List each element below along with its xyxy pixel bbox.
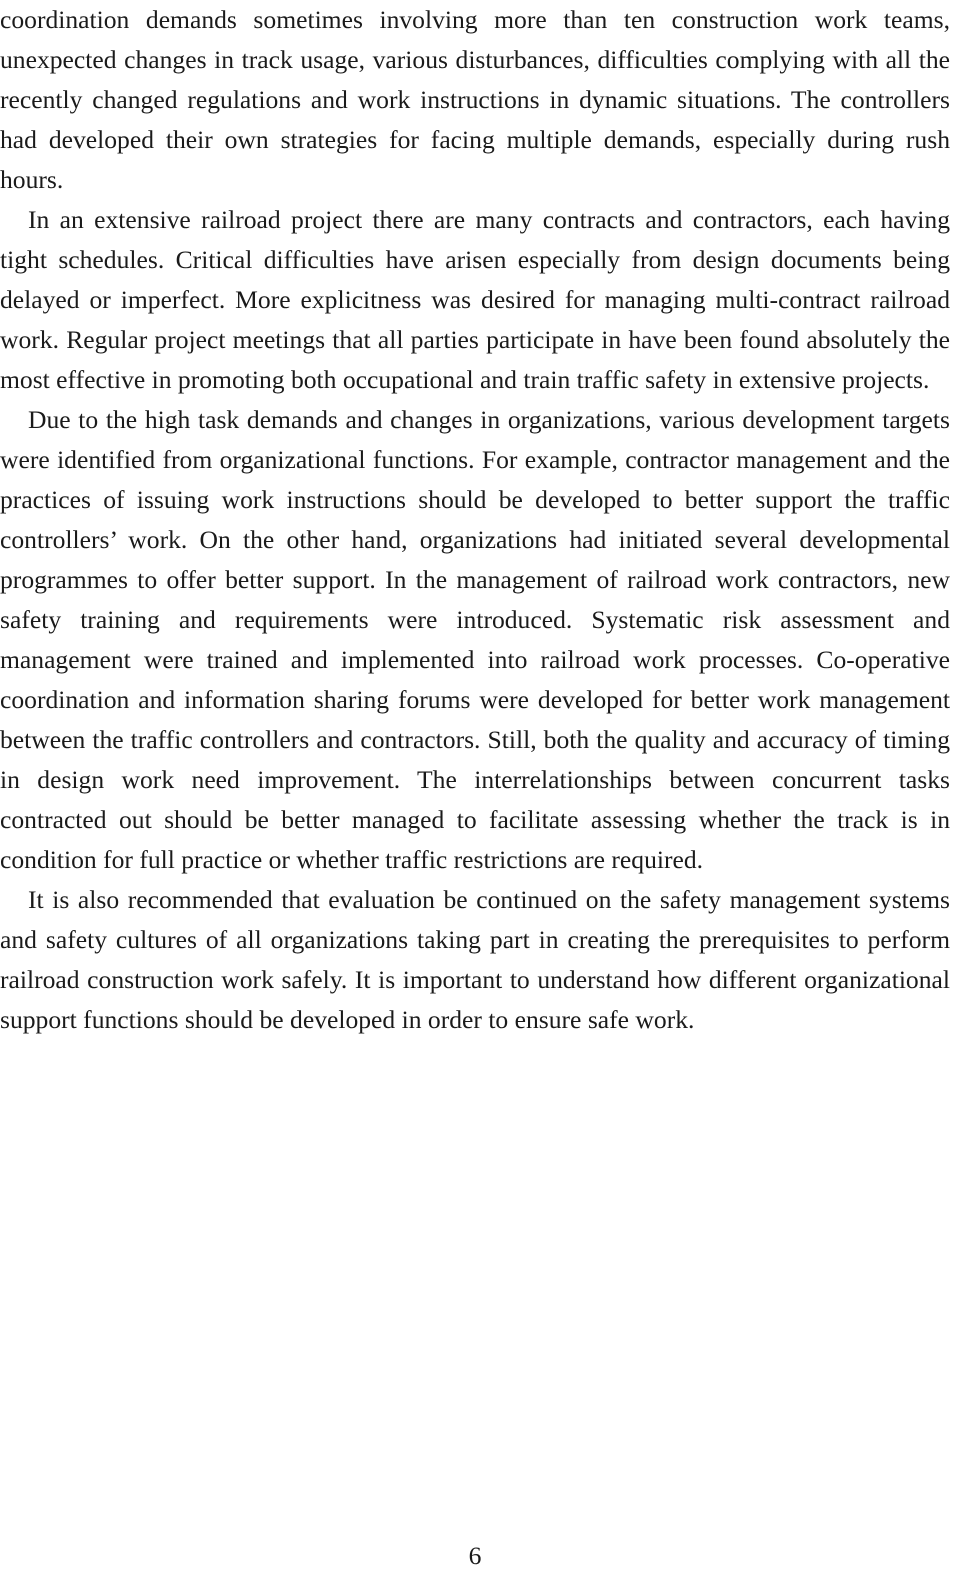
- paragraph-development-targets: Due to the high task demands and changes in organizations, various development targets were identified from organizational functions. For example, contractor management and the practices of issuing work instructions should be developed to better support the traffic controllers’ work. On the other hand, organizations had initiated several developmental programmes to offer better support. In the management of railroad work contractors, new safety training and requirements were introduced. Systematic risk assessment and management were trained and implemented into railroad work processes. Co-operative coordination and information sharing forums were developed for better work management between the traffic controllers and contractors. Still, both the quality and accuracy of timing in design work need improvement. The interrelationships between concurrent tasks contracted out should be better managed to facilitate assessing whether the track is in condition for full practice or whether traffic restrictions are required.: [0, 405, 950, 874]
- paragraph-railroad-project: In an extensive railroad project there are many contracts and contractors, each having tight schedules. Critical difficulties have arisen especially from design documents being delayed or imperfect. More explicitness was desired for managing multi-contract railroad work. Regular project meetings that all parties participate in have been found absolutely the most effective in promoting both occupational and train traffic safety in extensive projects.: [0, 205, 950, 394]
- paragraph-recommendation: It is also recommended that evaluation be continued on the safety management systems and safety cultures of all organizations taking part in creating the prerequisites to perform railroad construction work safely. It is important to understand how different organizational support functions should be developed in order to ensure safe work.: [0, 885, 950, 1034]
- paragraph-continued-coordination: coordination demands sometimes involving more than ten construction work teams, unexpected changes in track usage, various disturbances, difficulties complying with all the recently changed regulations and work instructions in dynamic situations. The controllers had developed their own strategies for facing multiple demands, especially during rush hours.: [0, 5, 950, 194]
- page-number: 6: [468, 1541, 482, 1570]
